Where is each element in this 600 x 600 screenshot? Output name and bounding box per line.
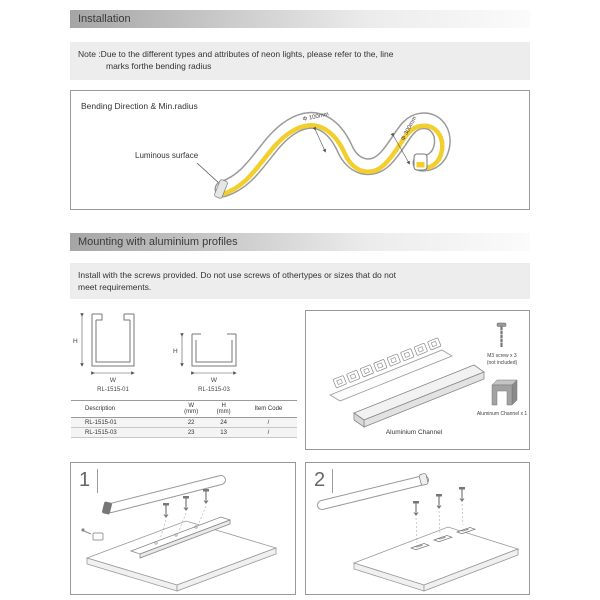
svg-text:Φ 100mm: Φ 100mm [302, 111, 330, 123]
col-item-code: Item Code [254, 406, 283, 412]
installation-header [70, 10, 530, 28]
spec-table-header-row [71, 401, 297, 418]
svg-text:W: W [109, 377, 117, 384]
mounting-header [70, 233, 530, 251]
channel-icon [492, 380, 517, 405]
step-1-box [70, 462, 296, 595]
profile-2-drawing [192, 334, 236, 366]
screw-icon [497, 323, 506, 347]
table-row: RL-1515-01 22 24 / [71, 418, 297, 428]
installation-title: Installation [78, 13, 131, 25]
profile-2-dimensions [173, 335, 235, 393]
channel-bar [354, 365, 484, 427]
aluminium-channel-label: Aluminium Channel [385, 429, 443, 436]
step-2-box [305, 462, 530, 595]
profiles-panel [70, 306, 298, 456]
mounting-board [354, 527, 518, 591]
step-1-drawing [71, 463, 295, 594]
mounting-note-line-1: Install with the screws provided. Do not use screws of othertypes or sizes that do not [78, 270, 396, 280]
profile-drawings [70, 306, 298, 396]
col-w: W (mm) [184, 402, 199, 415]
note-line-2: marks forthe bending radius [106, 61, 212, 71]
step-2-number: 2 [314, 469, 333, 493]
col-description: Description [85, 406, 116, 412]
table-row: RL-1515-03 23 13 / [71, 428, 297, 438]
note-line-1: Note :Due to the different types and attributes of neon lights, please refer to the, line [78, 49, 394, 59]
spec-table [71, 400, 297, 438]
bending-diagram-box [70, 90, 530, 210]
aluminium-channel-box [305, 310, 530, 450]
svg-text:H: H [73, 338, 78, 345]
svg-text:W: W [210, 377, 218, 384]
mounting-note [70, 263, 530, 299]
tube-end-face [414, 154, 427, 170]
svg-text:RL-1515-03: RL-1515-03 [198, 387, 230, 393]
mounting-title: Mounting with aluminium profiles [78, 236, 238, 248]
svg-text:H: H [173, 348, 178, 355]
profile-1-dimensions [73, 315, 133, 393]
luminous-surface-label: Luminous surface [135, 151, 199, 160]
neon-tube [322, 480, 424, 505]
luminous-pointer-line [197, 163, 221, 185]
svg-text:Φ 300mm: Φ 300mm [400, 115, 419, 142]
step-1-number: 1 [79, 469, 98, 493]
installation-note [70, 42, 530, 80]
svg-text:RL-1515-01: RL-1515-01 [97, 387, 129, 393]
channel-count-note: Aluminum Channel x 1 [476, 411, 528, 417]
col-h: H (mm) [216, 402, 231, 415]
profile-1-drawing [92, 314, 134, 366]
screw-note-line-2: (not included) [486, 360, 518, 366]
step-2-drawing [306, 463, 529, 594]
end-piece [81, 528, 103, 540]
bending-title: Bending Direction & Min.radius [81, 101, 198, 111]
screw-note-line-1: M3 screw x 3 [487, 353, 517, 359]
mounting-note-line-2: meet requirements. [78, 282, 152, 292]
